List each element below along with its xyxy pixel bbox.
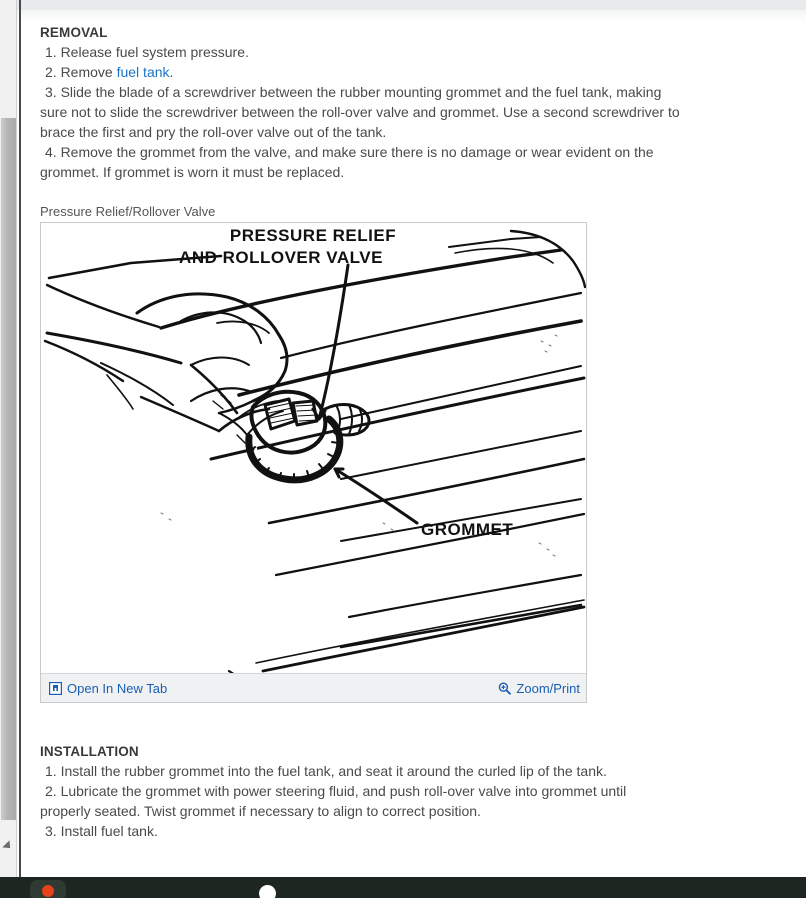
os-taskbar[interactable] <box>0 877 806 898</box>
open-in-new-tab-label: Open In New Tab <box>67 680 168 696</box>
taskbar-app-badge-icon <box>42 885 54 897</box>
removal-step-3: 3. Slide the blade of a screwdriver between the rubber mounting grommet and the fuel tank, making sure not to slide the screwdriver between the roll-over valve and grommet. Use a second screwdriver to brace the first and pry the roll-over valve out of the tank. <box>40 84 680 140</box>
fuel-tank-link[interactable]: fuel tank <box>116 64 170 80</box>
scroll-down-arrow-icon[interactable] <box>2 840 13 851</box>
figure-container <box>40 222 587 703</box>
figure-action-bar <box>41 673 586 702</box>
installation-step-2: 2. Lubricate the grommet with power steering fluid, and push roll-over valve into grommet until properly seated. Twist grommet if necessary to align to correct position. <box>40 783 627 819</box>
open-in-new-tab-icon <box>49 682 62 695</box>
page-scrollbar[interactable] <box>0 0 17 877</box>
zoom-print-label: Zoom/Print <box>516 680 580 696</box>
taskbar-home-icon[interactable] <box>259 885 276 898</box>
removal-step-1: 1. Release fuel system pressure. <box>45 44 249 60</box>
removal-section <box>21 25 721 182</box>
figure-caption: Pressure Relief/Rollover Valve <box>40 204 216 219</box>
page-scrollbar-thumb[interactable] <box>1 118 16 820</box>
removal-heading: REMOVAL <box>40 25 108 40</box>
open-in-new-tab-button[interactable] <box>49 681 167 696</box>
window-top-chrome-fade <box>0 10 806 22</box>
svg-text:PRESSURE RELIEF: PRESSURE RELIEF <box>229 226 397 245</box>
installation-section <box>21 744 721 841</box>
article-content <box>21 22 806 877</box>
installation-step-1: 1. Install the rubber grommet into the fuel tank, and seat it around the curled lip of the tank. <box>45 763 607 779</box>
removal-step-4: 4. Remove the grommet from the valve, and make sure there is no damage or wear evident on the grommet. If grommet is worn it must be replaced. <box>40 144 654 180</box>
magnifier-plus-icon <box>498 682 511 695</box>
installation-step-3: 3. Install fuel tank. <box>45 823 158 839</box>
svg-text:AND ROLLOVER VALVE: AND ROLLOVER VALVE <box>179 248 383 267</box>
window-top-chrome <box>0 0 806 10</box>
removal-step-2-prefix: 2. Remove <box>45 64 117 80</box>
svg-text:GROMMET: GROMMET <box>421 520 514 539</box>
installation-heading: INSTALLATION <box>40 744 139 759</box>
zoom-print-button[interactable] <box>498 681 580 696</box>
valve-illustration[interactable] <box>41 223 586 673</box>
removal-step-2-suffix: . <box>169 64 174 80</box>
removal-step-2 <box>40 62 680 82</box>
taskbar-app-icon[interactable] <box>30 880 66 898</box>
